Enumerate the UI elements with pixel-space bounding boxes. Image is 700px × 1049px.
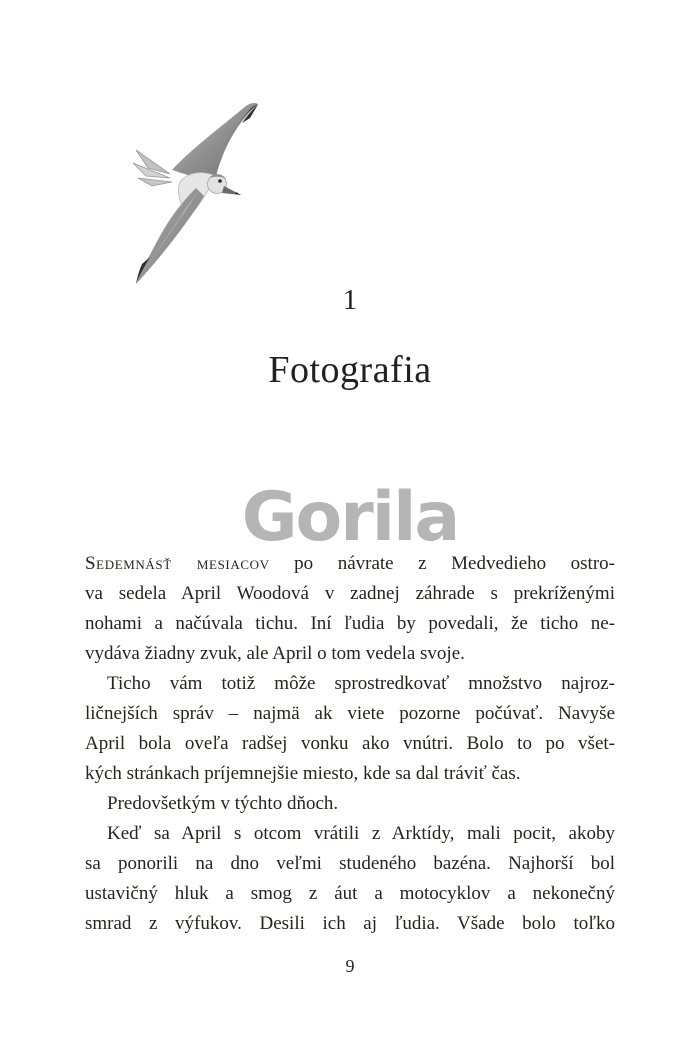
page-number: 9 <box>345 956 355 976</box>
body-line: Predovšetkým v týchto dňoch. <box>107 793 339 814</box>
body-line: vydáva žiadny zvuk, ale April o tom vedela svoje. <box>85 643 465 664</box>
seagull-illustration <box>118 88 268 298</box>
body-line: va sedela April Woodová v zadnej záhrade s prekríženými <box>85 583 615 604</box>
chapter-title: Fotografia <box>268 349 432 391</box>
body-line: nohami a načúvala tichu. Iní ľudia by povedali, že ticho ne- <box>85 613 615 634</box>
body-line: Ticho vám totiž môže sprostredkovať množstvo najroz- <box>107 673 615 694</box>
body-line: ličnejších správ – najmä ak viete pozorne počúvať. Navyše <box>85 703 615 724</box>
body-line: ustavičný hluk a smog z áut a motocyklov a nekonečný <box>85 883 615 904</box>
lead-small-caps: Sedemnásť mesiacov <box>85 553 270 574</box>
chapter-number: 1 <box>342 284 358 316</box>
body-line: Sedemnásť mesiacov po návrate z Medvedieho ostro- <box>85 553 615 574</box>
gorila-watermark: Gorila <box>241 478 459 557</box>
body-line: smrad z výfukov. Desili ich aj ľudia. Všade bolo toľko <box>85 913 615 934</box>
body-line: kých stránkach príjemnejšie miesto, kde sa dal tráviť čas. <box>85 763 521 784</box>
body-line: sa ponorili na dno veľmi studeného bazéna. Najhorší bol <box>85 853 615 874</box>
body-text <box>85 549 615 939</box>
body-line: April bola oveľa radšej vonku ako vnútri. Bolo to po všet- <box>85 733 615 754</box>
body-line: Keď sa April s otcom vrátili z Arktídy, mali pocit, akoby <box>107 823 615 844</box>
